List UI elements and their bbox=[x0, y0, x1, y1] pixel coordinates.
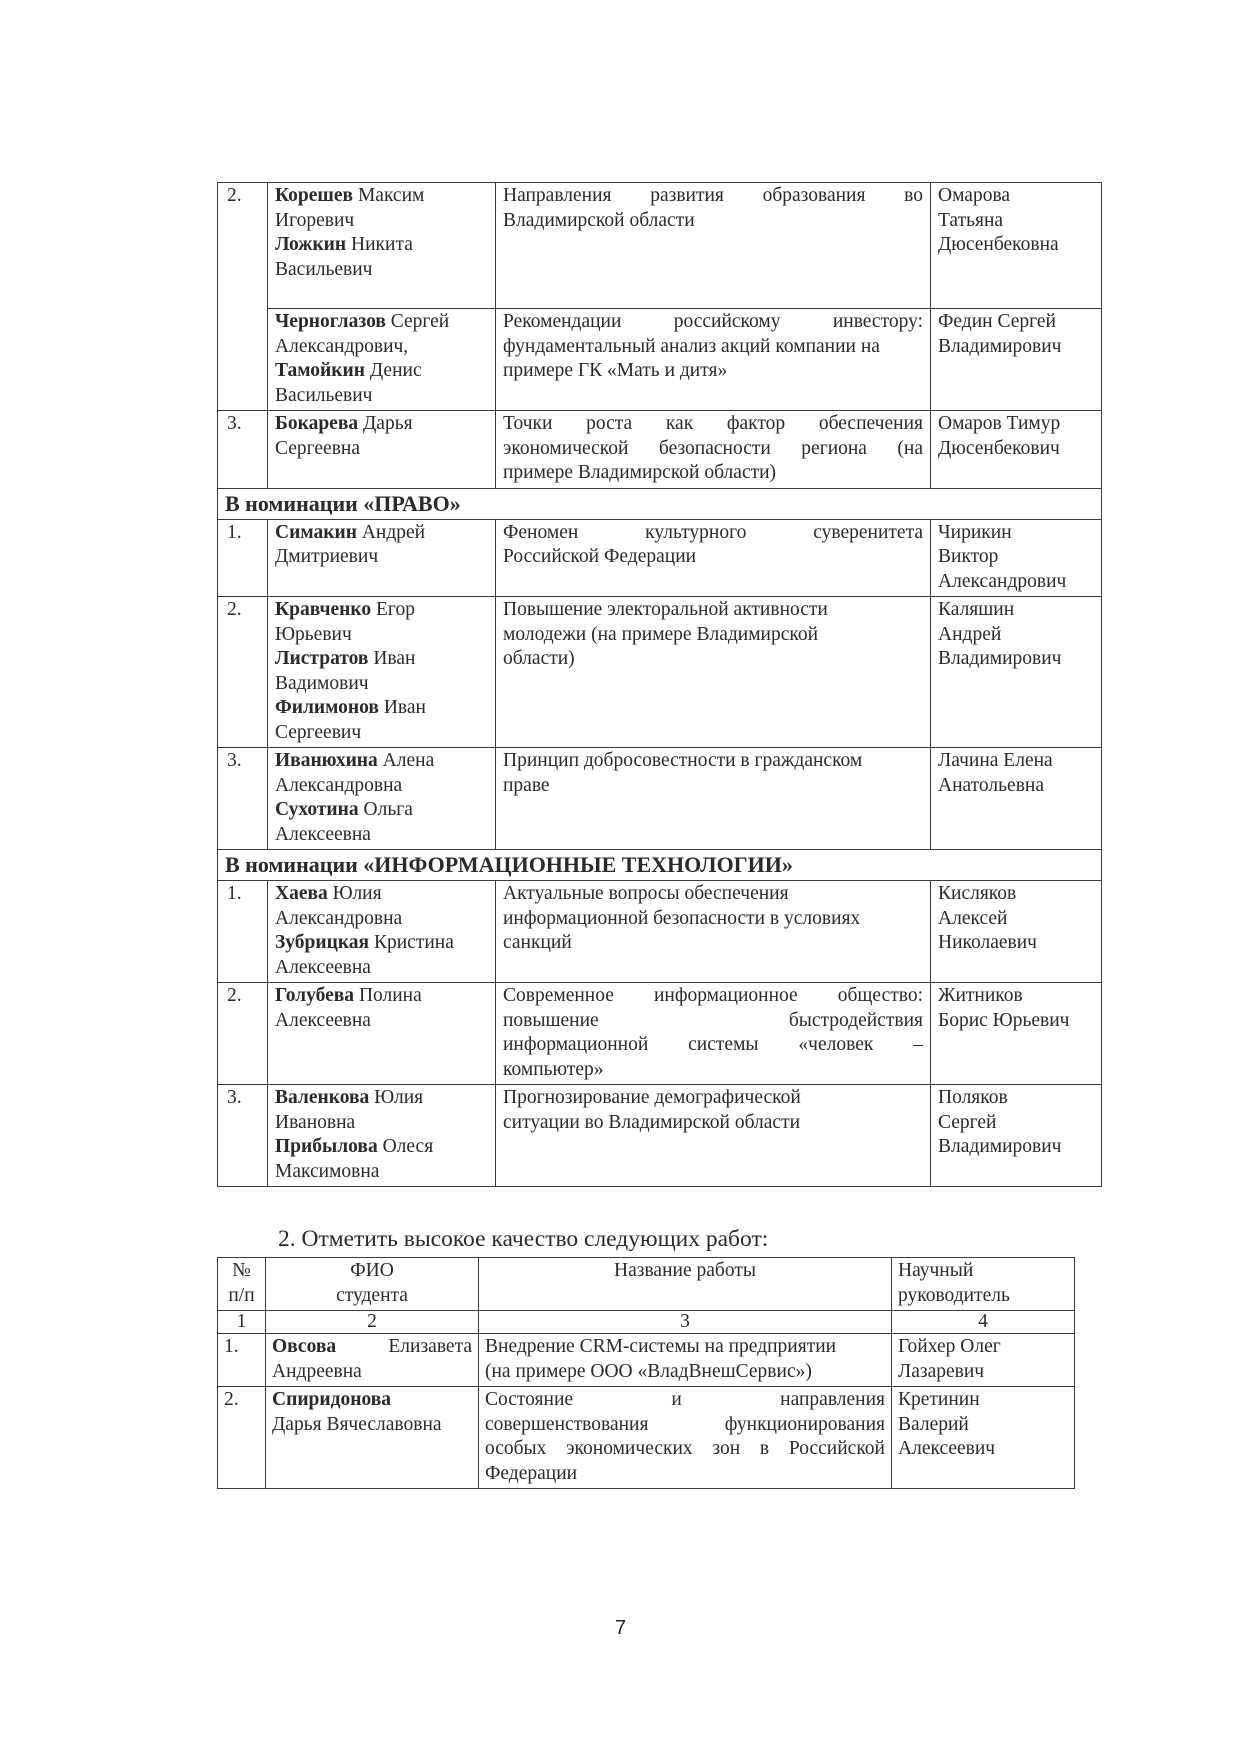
student-name: Егор bbox=[376, 599, 415, 620]
student-patronymic: Алексеевна bbox=[275, 1009, 371, 1031]
column-index: 2 bbox=[266, 1311, 479, 1334]
table-row bbox=[218, 411, 1102, 489]
student-surname: Бокарева bbox=[275, 413, 359, 434]
student-names bbox=[268, 597, 496, 748]
supervisor-line: Сергей bbox=[938, 1111, 997, 1133]
student-name: Юлия bbox=[332, 883, 382, 904]
student-names bbox=[268, 411, 496, 489]
title-line: Направления развития образования во bbox=[503, 185, 923, 206]
nomination-heading: В номинации «ПРАВО» bbox=[218, 488, 1102, 519]
supervisor-line: Андрей bbox=[938, 623, 1002, 645]
supervisor-line: Владимирович bbox=[938, 335, 1062, 357]
student-name: Иван bbox=[373, 648, 416, 669]
high-quality-works-table bbox=[217, 1257, 1075, 1489]
student-name: Юлия bbox=[374, 1087, 424, 1108]
student-patronymic: Игоревич bbox=[275, 209, 355, 231]
student-names bbox=[268, 519, 496, 597]
student-surname: Валенкова bbox=[275, 1087, 370, 1108]
title-line: (на примере ООО «ВладВнешСервис») bbox=[485, 1360, 812, 1382]
supervisor-line: Омарова bbox=[938, 185, 1011, 206]
student-patronymic: Александровна bbox=[275, 907, 403, 929]
title-line: Федерации bbox=[485, 1462, 578, 1484]
student-surname: Сухотина bbox=[275, 799, 359, 820]
supervisor bbox=[931, 1085, 1102, 1187]
supervisor-line: Алексей bbox=[938, 907, 1008, 929]
student-surname: Прибылова bbox=[275, 1136, 378, 1157]
supervisor-line: Лазаревич bbox=[898, 1360, 985, 1382]
supervisor bbox=[931, 411, 1102, 489]
student-name: Алена bbox=[382, 750, 435, 771]
student-names bbox=[268, 983, 496, 1085]
title-line: Прогнозирование демографической bbox=[503, 1087, 801, 1108]
student-patronymic: Сергеевич bbox=[275, 721, 362, 743]
student-name: Дарья bbox=[363, 413, 413, 434]
student-surname: Черноглазов bbox=[275, 311, 386, 332]
section-2-intro: 2. Отметить высокое качество следующих работ: bbox=[278, 1226, 769, 1252]
row-number: 1. bbox=[218, 881, 268, 983]
title-line: Актуальные вопросы обеспечения bbox=[503, 883, 789, 904]
work-title bbox=[496, 309, 931, 411]
title-line: молодежи (на примере Владимирской bbox=[503, 623, 819, 645]
table-row bbox=[218, 519, 1102, 597]
title-line: Принцип добросовестности в гражданском bbox=[503, 750, 863, 771]
title-line: санкций bbox=[503, 932, 572, 953]
header-fio: ФИО студента bbox=[266, 1258, 479, 1311]
student-surname: Иванюхина bbox=[275, 750, 378, 771]
table-row bbox=[218, 1334, 1075, 1387]
supervisor-line: Гойхер Олег bbox=[898, 1336, 1001, 1357]
awards-table bbox=[217, 182, 1102, 1187]
title-line: экономической безопасности региона (на bbox=[503, 437, 923, 459]
column-index: 4 bbox=[892, 1311, 1075, 1334]
supervisor-line: Татьяна bbox=[938, 209, 1004, 231]
student-patronymic: Максимовна bbox=[275, 1160, 380, 1182]
header-supervisor: Научный руководитель bbox=[892, 1258, 1075, 1311]
supervisor bbox=[931, 983, 1102, 1085]
title-line: Феномен культурного суверенитета bbox=[503, 521, 923, 543]
table-row bbox=[218, 597, 1102, 748]
student-patronymic: Андреевна bbox=[272, 1360, 362, 1382]
table-row bbox=[218, 881, 1102, 983]
student-surname: Овсова bbox=[272, 1336, 337, 1357]
student-surname: Хаева bbox=[275, 883, 328, 904]
supervisor bbox=[931, 309, 1102, 411]
supervisor-line: Омаров Тимур bbox=[938, 413, 1061, 434]
supervisor bbox=[931, 597, 1102, 748]
student-patronymic: Васильевич bbox=[275, 384, 373, 406]
student-name: Ольга bbox=[363, 799, 413, 820]
student-surname: Симакин bbox=[275, 521, 357, 543]
student-surname: Голубева bbox=[275, 985, 355, 1006]
supervisor-line: Каляшин bbox=[938, 599, 1015, 620]
header-number: № п/п bbox=[218, 1258, 266, 1311]
page-number: 7 bbox=[614, 1617, 627, 1639]
supervisor-line: Борис Юрьевич bbox=[938, 1009, 1070, 1031]
supervisor-line: Федин Сергей bbox=[938, 311, 1056, 332]
supervisor-line: Дюсенбековна bbox=[938, 234, 1059, 255]
row-number: 2. bbox=[218, 597, 268, 748]
supervisor-line: Владимирович bbox=[938, 1136, 1062, 1157]
supervisor-line: Дюсенбекович bbox=[938, 437, 1060, 459]
supervisor-line: Кисляков bbox=[938, 883, 1017, 904]
student-patronymic: Александрович, bbox=[275, 335, 409, 357]
title-line: Повышение электоральной активности bbox=[503, 599, 828, 620]
student-surname: Корешев bbox=[275, 185, 354, 206]
student-name: Елизавета bbox=[388, 1336, 472, 1357]
supervisor-line: Александрович bbox=[938, 570, 1067, 592]
nomination-heading-row bbox=[218, 488, 1102, 519]
student-names bbox=[266, 1387, 479, 1489]
student-names bbox=[268, 183, 496, 309]
supervisor bbox=[892, 1387, 1075, 1489]
supervisor-line: Николаевич bbox=[938, 932, 1037, 953]
supervisor-line: Валерий bbox=[898, 1413, 969, 1435]
title-line: Владимирской области bbox=[503, 209, 695, 231]
column-index-row bbox=[218, 1311, 1075, 1334]
title-line: информационной системы «человек – bbox=[503, 1034, 923, 1055]
supervisor-line: Кретинин bbox=[898, 1389, 980, 1410]
student-name: Сергей bbox=[390, 311, 450, 332]
title-line: совершенствования функционирования bbox=[485, 1413, 885, 1435]
nomination-heading: В номинации «ИНФОРМАЦИОННЫЕ ТЕХНОЛОГИИ» bbox=[218, 850, 1102, 881]
title-line: Российской Федерации bbox=[503, 546, 697, 567]
student-patronymic: Ивановна bbox=[275, 1111, 356, 1133]
student-surname: Ложкин bbox=[275, 234, 347, 255]
work-title bbox=[496, 748, 931, 850]
student-name: Олеся bbox=[382, 1136, 434, 1157]
student-name: Денис bbox=[369, 360, 422, 381]
row-number: 3. bbox=[218, 1085, 268, 1187]
student-name: Дарья Вячеславовна bbox=[272, 1413, 442, 1435]
student-surname: Кравченко bbox=[275, 599, 372, 620]
student-name: Полина bbox=[358, 985, 422, 1006]
supervisor-line: Виктор bbox=[938, 546, 999, 567]
title-line: фундаментальный анализ акций компании на bbox=[503, 335, 880, 357]
work-title bbox=[496, 183, 931, 309]
row-number: 2. bbox=[218, 1387, 266, 1489]
title-line: Точки роста как фактор обеспечения bbox=[503, 413, 923, 434]
student-patronymic: Васильевич bbox=[275, 258, 373, 280]
title-line: Рекомендации российскому инвестору: bbox=[503, 311, 923, 332]
work-title bbox=[479, 1387, 892, 1489]
table-row bbox=[218, 748, 1102, 850]
supervisor-line: Чирикин bbox=[938, 521, 1012, 543]
work-title bbox=[479, 1334, 892, 1387]
student-name: Иван bbox=[383, 697, 426, 718]
work-title bbox=[496, 983, 931, 1085]
work-title bbox=[496, 1085, 931, 1187]
student-names bbox=[266, 1334, 479, 1387]
student-name: Максим bbox=[357, 185, 425, 206]
student-patronymic: Сергеевна bbox=[275, 437, 360, 459]
table-row bbox=[218, 1085, 1102, 1187]
supervisor bbox=[931, 881, 1102, 983]
row-number: 1. bbox=[218, 519, 268, 597]
title-line: примере ГК «Мать и дитя» bbox=[503, 360, 728, 381]
table-row bbox=[218, 1387, 1075, 1489]
title-line: повышение быстродействия bbox=[503, 1009, 923, 1031]
row-number: 2. bbox=[218, 983, 268, 1085]
title-line: компьютер» bbox=[503, 1058, 604, 1080]
row-number: 3. bbox=[218, 748, 268, 850]
supervisor-line: Алексеевич bbox=[898, 1438, 996, 1459]
title-line: особых экономических зон в Российской bbox=[485, 1438, 885, 1459]
student-surname: Тамойкин bbox=[275, 360, 365, 381]
work-title bbox=[496, 411, 931, 489]
title-line: Внедрение CRM-системы на предприятии bbox=[485, 1336, 837, 1357]
student-patronymic: Алексеевна bbox=[275, 956, 371, 978]
supervisor-line: Житников bbox=[938, 985, 1023, 1006]
column-index: 1 bbox=[218, 1311, 266, 1334]
student-patronymic: Александровна bbox=[275, 774, 403, 796]
table-row bbox=[218, 309, 1102, 411]
student-surname: Филимонов bbox=[275, 697, 379, 718]
supervisor-line: Поляков bbox=[938, 1087, 1008, 1108]
row-number: 1. bbox=[218, 1334, 266, 1387]
table-row bbox=[218, 183, 1102, 309]
work-title bbox=[496, 881, 931, 983]
title-line: информационной безопасности в условиях bbox=[503, 907, 861, 929]
student-patronymic: Юрьевич bbox=[275, 623, 352, 645]
row-number: 3. bbox=[218, 411, 268, 489]
title-line: примере Владимирской области) bbox=[503, 462, 777, 483]
student-names bbox=[268, 748, 496, 850]
student-surname: Листратов bbox=[275, 648, 369, 669]
student-names bbox=[268, 1085, 496, 1187]
supervisor-line: Лачина Елена bbox=[938, 750, 1053, 771]
work-title bbox=[496, 597, 931, 748]
supervisor-line: Анатольевна bbox=[938, 774, 1045, 796]
row-number: 2. bbox=[218, 183, 268, 309]
nomination-heading-row bbox=[218, 850, 1102, 881]
student-name: Никита bbox=[351, 234, 413, 255]
supervisor-line: Владимирович bbox=[938, 648, 1062, 669]
table-row bbox=[218, 983, 1102, 1085]
student-patronymic: Вадимович bbox=[275, 672, 369, 694]
table-header-row bbox=[218, 1258, 1075, 1311]
work-title bbox=[496, 519, 931, 597]
student-names bbox=[268, 309, 496, 411]
student-surname: Зубрицкая bbox=[275, 932, 370, 953]
title-line: праве bbox=[503, 774, 550, 796]
supervisor bbox=[931, 519, 1102, 597]
title-line: ситуации во Владимирской области bbox=[503, 1111, 801, 1133]
title-line: Современное информационное общество: bbox=[503, 985, 923, 1006]
supervisor bbox=[931, 183, 1102, 309]
student-names bbox=[268, 881, 496, 983]
title-line: области) bbox=[503, 648, 575, 669]
student-name: Андрей bbox=[361, 521, 426, 543]
column-index: 3 bbox=[479, 1311, 892, 1334]
student-patronymic: Дмитриевич bbox=[275, 546, 379, 567]
title-line: Состояние и направления bbox=[485, 1389, 885, 1410]
student-surname: Спиридонова bbox=[272, 1389, 392, 1410]
student-patronymic: Алексеевна bbox=[275, 823, 371, 845]
supervisor bbox=[892, 1334, 1075, 1387]
student-name: Кристина bbox=[373, 932, 454, 953]
header-title: Название работы bbox=[479, 1258, 892, 1311]
supervisor bbox=[931, 748, 1102, 850]
